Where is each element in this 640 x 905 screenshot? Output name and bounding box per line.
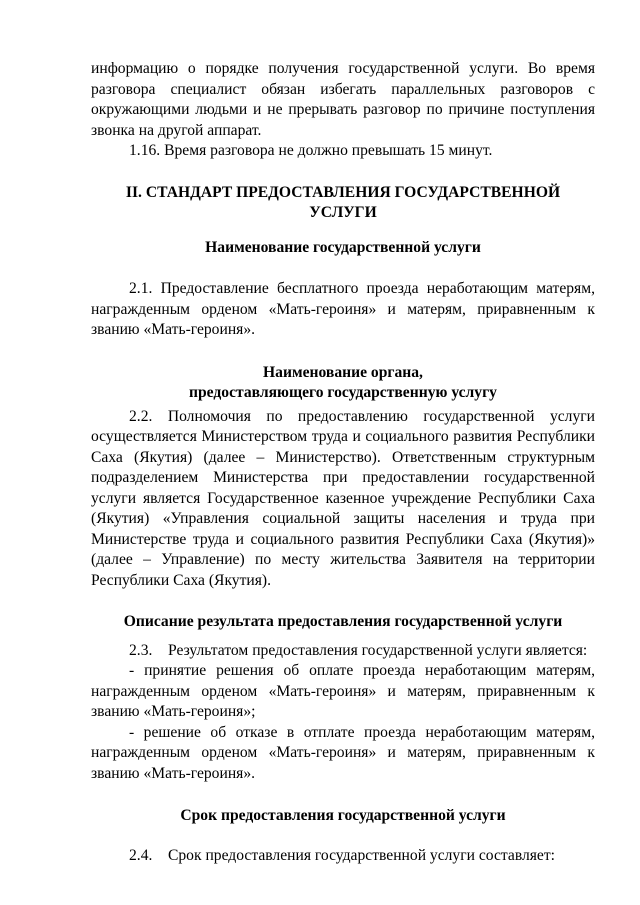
clause-2-1: 2.1. Предоставление бесплатного проезда неработающим матерям, награжденным орденом «Мать-героиня» и матерям, приравненным к званию «Мать-героиня». [91,280,595,338]
heading-authority-line1: Наименование органа, [263,363,423,381]
document-body [91,59,595,866]
heading-authority-line2: предоставляющего государственную услугу [189,384,497,401]
section-title-line2: УСЛУГИ [309,204,377,221]
heading-term: Срок предоставления государственной услуги [180,807,506,824]
result-item-approval: - принятие решения об оплате проезда неработающим матерям, награжденным орденом «Мать-героиня» и матерям, приравненным к званию «Мать-героиня»; [91,662,595,720]
clause-2-2: 2.2. Полномочия по предоставлению государственной услуги осуществляется Министерством труда и социального развития Республики Саха (Якутия) (далее – Министерство). Ответственным структурным подразделением Министерства при предоставлении государственной услуги является Государственное казенное учреждение Республики Саха (Якутия) «Управления социальной защиты населения и труда при Министерстве труда и социального развития Республики Саха (Якутия)» (далее – Управление) по месту жительства Заявителя на территории Республики Саха (Якутия). [91,407,595,589]
clause-2-3: 2.3. Результатом предоставления государственной услуги является: [129,641,588,659]
clause-1-16: 1.16. Время разговора не должно превышать 15 минут. [129,142,493,159]
heading-result: Описание результата предоставления государственной услуги [123,613,563,630]
section-title-line1: II. СТАНДАРТ ПРЕДОСТАВЛЕНИЯ ГОСУДАРСТВЕННОЙ [125,183,561,201]
heading-authority [91,363,595,404]
result-item-refusal: - решение об отказе в отплате проезда неработающим матерям, награжденным орденом «Мать-героиня» и матерям, приравненным к званию «Мать-героиня». [91,723,595,782]
clause-2-4: 2.4. Срок предоставления государственной услуги составляет: [129,846,556,864]
section-title [91,183,595,224]
intro-paragraph: информацию о порядке получения государственной услуги. Во время разговора специалист обязан избегать параллельных разговоров с окружающими людьми и не прерывать разговор по причине поступления звонка на другой аппарат. [91,60,595,139]
heading-service-name: Наименование государственной услуги [205,238,481,256]
